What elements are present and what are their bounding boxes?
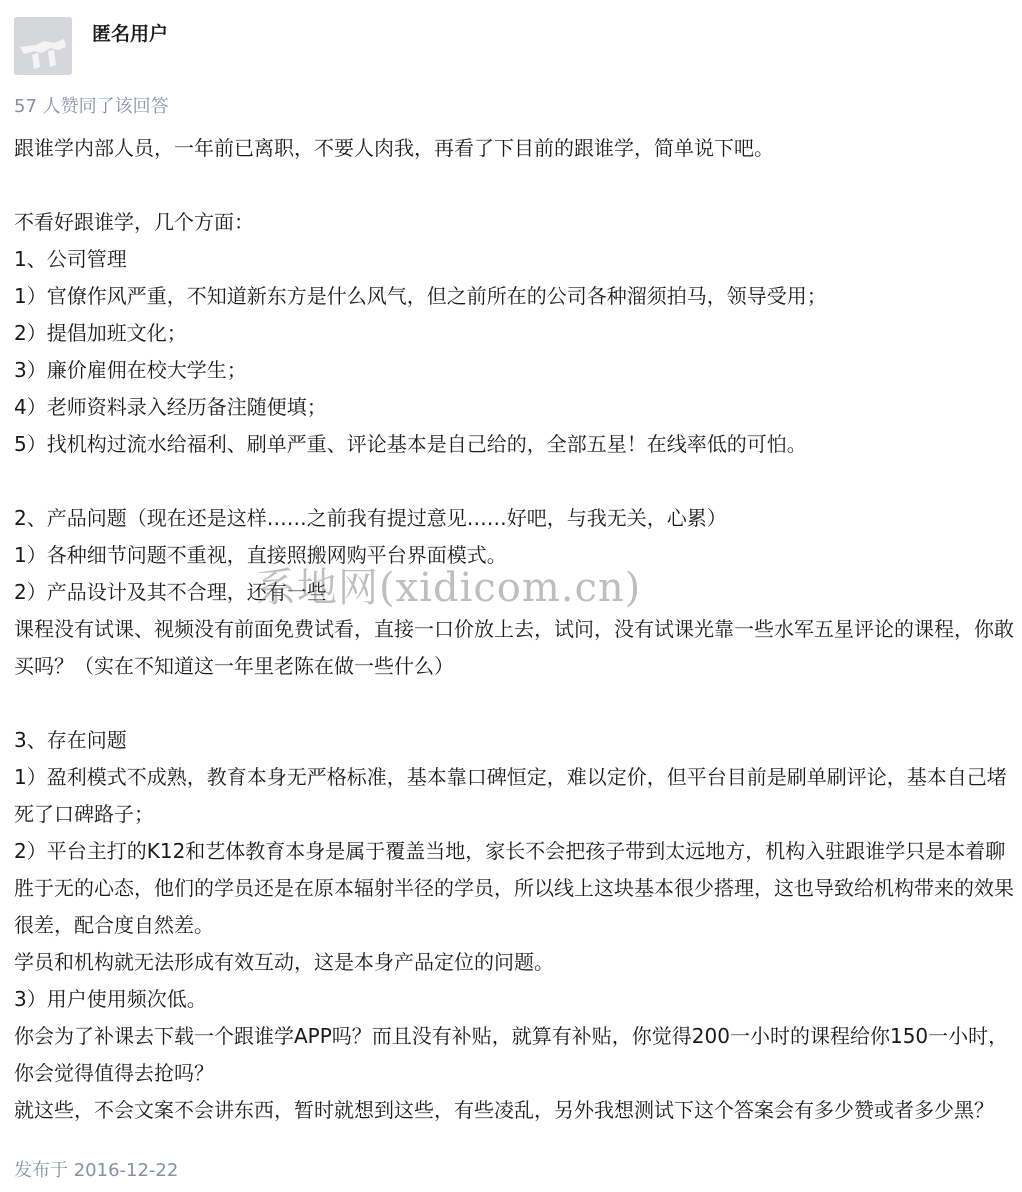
paragraph: 你会为了补课去下载一个跟谁学APP吗？而且没有补贴，就算有补贴，你觉得200一小时的课程给你150一小时，你会觉得值得去抢吗？ (14, 1024, 1009, 1085)
paragraph-spacer (14, 167, 1014, 204)
posted-date[interactable]: 发布于 2016-12-22 (14, 1160, 179, 1181)
paragraph: 跟谁学内部人员，一年前已离职，不要人肉我，再看了下目前的跟谁学，简单说下吧。 (14, 136, 774, 160)
paragraph: 2）产品设计及其不合理，还有一些 (14, 580, 327, 604)
watermark: 系地网(xidicom.cn) (256, 565, 642, 611)
paragraph: 就这些，不会文案不会讲东西，暂时就想到这些，有些凌乱，另外我想测试下这个答案会有多少赞或者多少黑？ (14, 1098, 994, 1122)
author-name[interactable]: 匿名用户 (92, 22, 169, 45)
author-info (14, 16, 168, 76)
paragraph: 3）廉价雇佣在校大学生； (14, 358, 247, 382)
paragraph: 1）各种细节问题不重视，直接照搬网购平台界面模式。 (14, 543, 507, 567)
answer-content (14, 130, 1014, 1129)
paragraph: 学员和机构就无法形成有效互动，这是本身产品定位的问题。 (14, 950, 554, 974)
paragraph: 1、公司管理 (14, 247, 127, 271)
paragraph: 1）官僚作风严重，不知道新东方是什么风气，但之前所在的公司各种溜须拍马，领导受用； (14, 284, 827, 308)
paragraph: 课程没有试课、视频没有前面免费试看，直接一口价放上去，试问，没有试课光靠一些水军五星评论的课程，你敢买吗？（实在不知道这一年里老陈在做一些什么） (14, 617, 1014, 678)
vote-count[interactable]: 57 人赞同了该回答 (14, 96, 169, 117)
paragraph: 2）提倡加班文化； (14, 321, 187, 345)
paragraph: 4）老师资料录入经历备注随便填； (14, 395, 327, 419)
paragraph: 2、产品问题（现在还是这样……之前我有提过意见……好吧，与我无关，心累） (14, 506, 727, 530)
paragraph: 5）找机构过流水给福利、刷单严重、评论基本是自己给的，全部五星！在线率低的可怕。 (14, 432, 807, 456)
paragraph: 3、存在问题 (14, 728, 127, 752)
paragraph-spacer (14, 463, 1014, 500)
anonymous-avatar-icon[interactable] (14, 17, 72, 75)
paragraph: 3）用户使用频次低。 (14, 987, 207, 1011)
paragraph: 1）盈利模式不成熟，教育本身无严格标准，基本靠口碑恒定，难以定价，但平台目前是刷单刷评论，基本自己堵死了口碑路子； (14, 765, 1007, 826)
paragraph: 2）平台主打的K12和艺体教育本身是属于覆盖当地，家长不会把孩子带到太远地方，机构入驻跟谁学只是本着聊胜于无的心态，他们的学员还是在原本辐射半径的学员，所以线上这块基本很少搭理，这也导致给机构带来的效果很差，配合度自然差。 (14, 839, 1014, 937)
paragraph: 不看好跟谁学，几个方面： (14, 210, 254, 234)
paragraph-spacer (14, 685, 1014, 722)
